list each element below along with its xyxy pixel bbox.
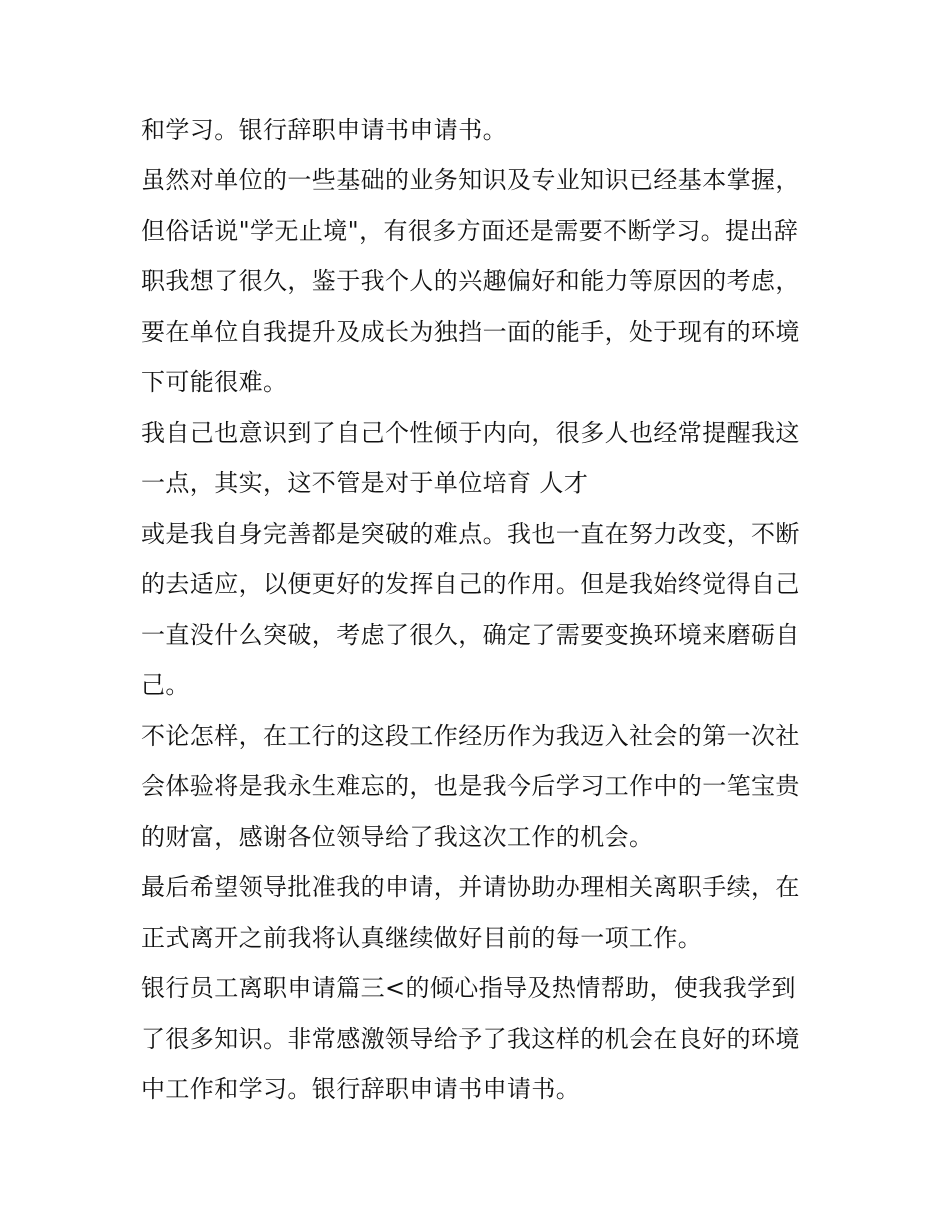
- text-line: 一直没什么突破，考虑了很久，确定了需要变换环境来磨砺自: [141, 621, 800, 649]
- text-line: 我自己也意识到了自己个性倾于内向，很多人也经常提醒我这: [141, 419, 800, 447]
- text-line: 职我想了很久，鉴于我个人的兴趣偏好和能力等原因的考虑，: [141, 267, 800, 295]
- text-line: 的财富，感谢各位领导给了我这次工作的机会。: [141, 823, 654, 851]
- text-line: 或是我自身完善都是突破的难点。我也一直在努力改变，不断: [141, 520, 800, 548]
- text-line: 了很多知识。非常感激领导给予了我这样的机会在良好的环境: [141, 1025, 800, 1053]
- text-line: 要在单位自我提升及成长为独挡一面的能手，处于现有的环境: [141, 318, 800, 346]
- text-line: 会体验将是我永生难忘的，也是我今后学习工作中的一笔宝贵: [141, 772, 800, 800]
- text-line: 的去适应，以便更好的发挥自己的作用。但是我始终觉得自己: [141, 570, 800, 598]
- text-line: 和学习。银行辞职申请书申请书。: [141, 116, 507, 144]
- text-line: 中工作和学习。银行辞职申请书申请书。: [141, 1075, 581, 1103]
- text-line: 虽然对单位的一些基础的业务知识及专业知识已经基本掌握，: [141, 166, 800, 194]
- text-line: 银行员工离职申请篇三<的倾心指导及热情帮助，使我我学到: [141, 974, 796, 1002]
- text-line: 己。: [141, 671, 190, 699]
- text-line: 下可能很难。: [141, 368, 288, 396]
- text-line: 不论怎样，在工行的这段工作经历作为我迈入社会的第一次社: [141, 722, 800, 750]
- text-line: 一点，其实，这不管是对于单位培育 人才: [141, 469, 589, 497]
- text-line: 但俗话说"学无止境"，有很多方面还是需要不断学习。提出辞: [141, 217, 799, 245]
- text-line: 最后希望领导批准我的申请，并请协助办理相关离职手续，在: [141, 873, 800, 901]
- text-line: 正式离开之前我将认真继续做好目前的每一项工作。: [141, 924, 703, 952]
